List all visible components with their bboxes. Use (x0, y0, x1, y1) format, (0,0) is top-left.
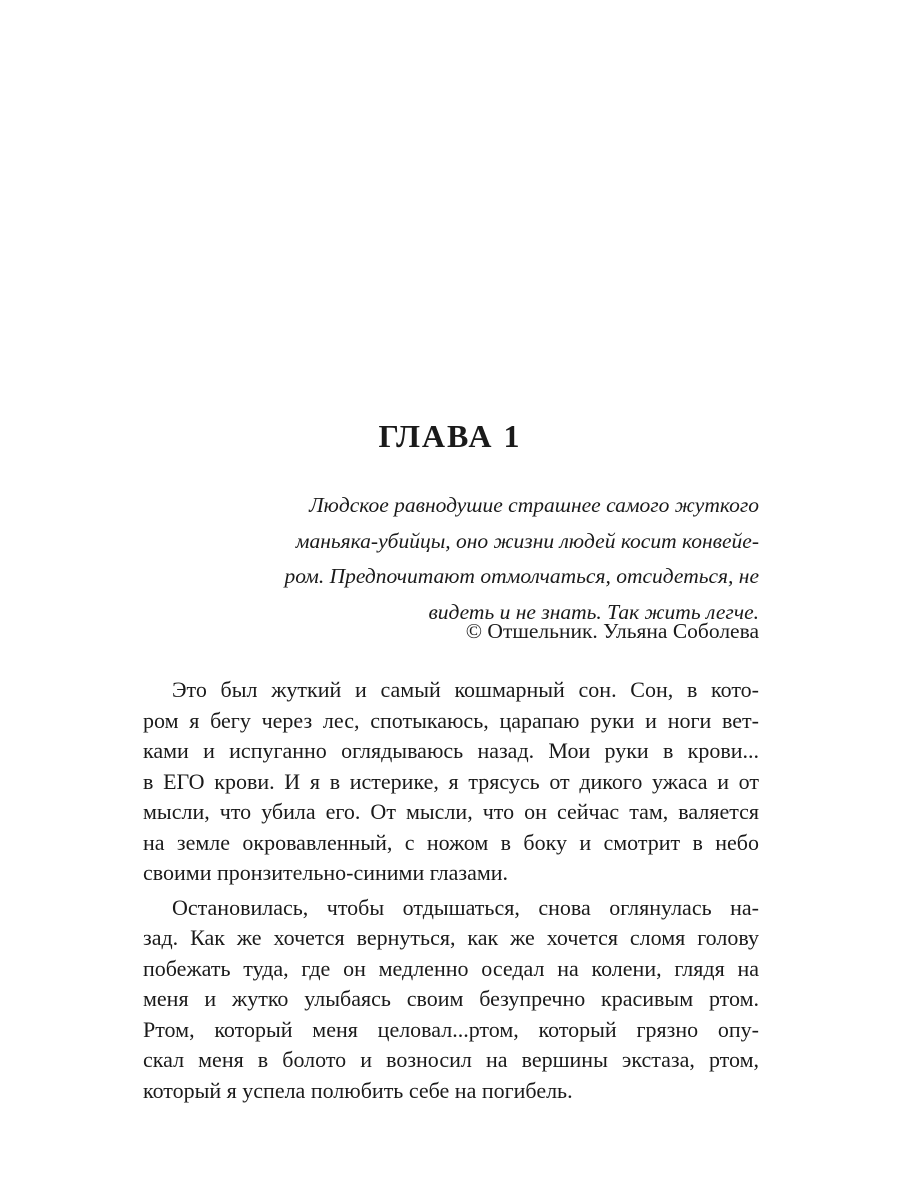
epigraph-line: ром. Предпочитают отмолчаться, отсидеться, не (284, 564, 759, 588)
paragraph (143, 893, 759, 1107)
text-line: в ЕГО крови. И я в истерике, я трясусь от дикого ужаса и от (143, 768, 759, 794)
chapter-body (143, 675, 759, 1110)
text-line: ками и испуганно оглядываюсь назад. Мои руки в крови... (143, 738, 759, 763)
epigraph-line: Людское равнодушие страшнее самого жуткого (309, 493, 759, 517)
text-line: меня и жутко улыбаясь своим безупречно красивым ртом. (143, 986, 759, 1011)
text-line: ром я бегу через лес, спотыкаюсь, царапаю руки и ноги вет- (143, 707, 759, 733)
text-line: зад. Как же хочется вернуться, как же хочется сломя голову (143, 925, 759, 950)
text-line: на земле окровавленный, с ножом в боку и смотрит в небо (143, 829, 759, 855)
text-line: скал меня в болото и возносил на вершины экстаза, ртом, (143, 1047, 759, 1072)
text-line: Это был жуткий и самый кошмарный сон. Сон, в кото- (172, 677, 759, 702)
text-line: который я успела полюбить себе на погибель. (143, 1077, 573, 1103)
chapter-title: ГЛАВА 1 (378, 418, 522, 454)
text-line: своими пронзительно-синими глазами. (143, 860, 509, 885)
epigraph-attribution: © Отшельник. Ульяна Соболева (465, 619, 759, 643)
paragraph (143, 675, 759, 889)
epigraph-line: маньяка-убийцы, оно жизни людей косит конвейе- (295, 528, 759, 553)
text-line: побежать туда, где он медленно оседал на колени, глядя на (143, 955, 759, 981)
epigraph-line: видеть и не знать. Так жить легче. (428, 599, 759, 624)
text-line: Остановилась, чтобы отдышаться, снова оглянулась на- (172, 894, 759, 920)
text-line: мысли, что убила его. От мысли, что он сейчас там, валяется (143, 799, 759, 824)
text-line: Ртом, который меня целовал...ртом, который грязно опу- (143, 1016, 759, 1042)
epigraph (239, 488, 759, 630)
